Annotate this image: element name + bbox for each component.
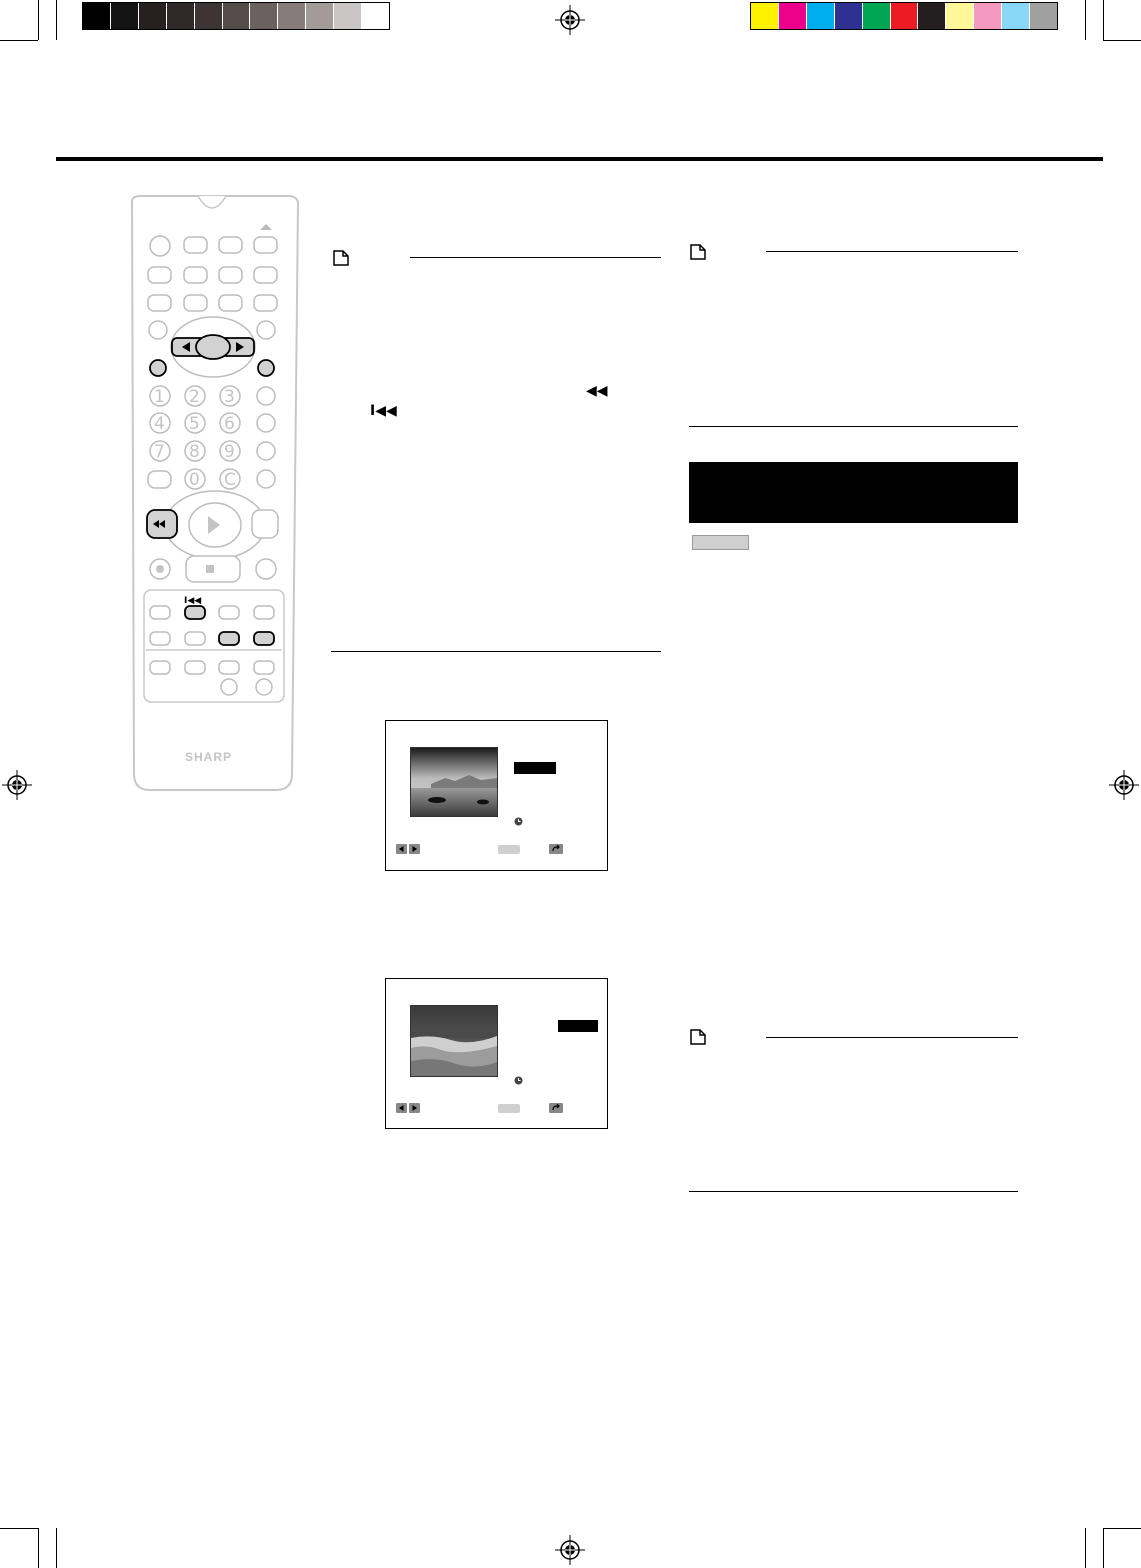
enter-key-indicator <box>498 1104 520 1113</box>
calibration-swatch <box>779 3 807 29</box>
skip-back-glyph: I◀◀ <box>370 403 397 419</box>
svg-text:2: 2 <box>189 387 200 407</box>
registration-mark-right <box>1109 770 1139 800</box>
frame-2-selection-tag <box>558 1020 598 1032</box>
crop-mark-top-left-v <box>38 0 39 40</box>
note-icon <box>690 244 706 260</box>
grayscale-calibration-bar <box>82 2 390 30</box>
frame-1-selection-tag <box>514 762 556 774</box>
calibration-swatch <box>195 3 223 29</box>
calibration-swatch <box>835 3 863 29</box>
enter-key-indicator <box>498 845 520 854</box>
calibration-swatch <box>918 3 946 29</box>
remote-control-illustration <box>120 194 304 794</box>
svg-text:1: 1 <box>154 387 165 407</box>
section-rule-middle <box>331 651 661 652</box>
section-heading-band <box>689 462 1018 523</box>
crop-mark-top-right-h <box>1103 40 1141 41</box>
svg-text:4: 4 <box>154 414 165 434</box>
crop-mark-bottom-right-v2 <box>1103 1528 1104 1568</box>
registration-mark-left <box>2 770 32 800</box>
crop-mark-bottom-right-v <box>1085 1528 1086 1568</box>
rewind-glyph: ◀◀ <box>586 383 608 399</box>
return-icon <box>549 1103 563 1113</box>
crop-mark-top-right-v2 <box>1103 0 1104 40</box>
calibration-swatch <box>751 3 779 29</box>
calibration-swatch <box>807 3 835 29</box>
note-icon <box>333 250 349 266</box>
section-rule-right-1 <box>689 426 1018 427</box>
calibration-swatch <box>223 3 251 29</box>
svg-text:8: 8 <box>189 442 200 462</box>
svg-text:9: 9 <box>224 442 235 462</box>
crop-mark-bottom-right-h <box>1103 1528 1141 1529</box>
crop-mark-top-right-v <box>1085 0 1086 40</box>
registration-mark-top <box>555 5 585 35</box>
left-right-arrows-icon <box>396 844 420 854</box>
process-color-calibration-bar <box>750 2 1058 30</box>
note-rule-middle <box>410 257 661 258</box>
calibration-swatch <box>111 3 139 29</box>
svg-text:0: 0 <box>189 470 200 490</box>
svg-text:7: 7 <box>154 442 165 462</box>
calibration-swatch <box>334 3 362 29</box>
calibration-swatch <box>250 3 278 29</box>
svg-text:5: 5 <box>189 414 200 434</box>
registration-mark-bottom <box>555 1535 585 1565</box>
calibration-swatch <box>139 3 167 29</box>
calibration-swatch <box>891 3 919 29</box>
svg-text:3: 3 <box>224 387 235 407</box>
crop-mark-bottom-left-v <box>38 1528 39 1568</box>
calibration-swatch <box>1002 3 1030 29</box>
clock-icon <box>514 817 523 826</box>
clock-icon <box>514 1076 523 1085</box>
calibration-swatch <box>1030 3 1057 29</box>
crop-mark-bottom-left-v2 <box>56 1528 57 1568</box>
note-rule-right-bottom <box>766 1037 1018 1038</box>
calibration-swatch <box>83 3 111 29</box>
disc-type-badge <box>692 535 749 550</box>
left-right-arrows-icon <box>396 1103 420 1113</box>
svg-text:6: 6 <box>224 414 235 434</box>
tv-screen-2 <box>385 978 608 1129</box>
section-rule-right-2 <box>689 1191 1018 1192</box>
crop-mark-bottom-left-h <box>0 1528 38 1529</box>
tv-screen-1 <box>385 720 608 871</box>
calibration-swatch <box>974 3 1002 29</box>
header-rule <box>56 157 1103 161</box>
crop-mark-top-left-h <box>0 40 38 41</box>
calibration-swatch <box>167 3 195 29</box>
calibration-swatch <box>946 3 974 29</box>
note-icon <box>690 1029 706 1045</box>
crop-mark-top-left-v2 <box>56 0 57 40</box>
calibration-swatch <box>863 3 891 29</box>
photo-thumbnail-ocean-wave <box>410 1005 498 1077</box>
remote-skip-back-glyph: I◀◀ <box>184 596 202 606</box>
svg-text:C: C <box>224 470 236 490</box>
return-icon <box>549 844 563 854</box>
calibration-swatch <box>362 3 389 29</box>
calibration-swatch <box>306 3 334 29</box>
remote-brand-label: SHARP <box>185 750 233 764</box>
photo-thumbnail-seascape <box>410 747 498 817</box>
calibration-swatch <box>278 3 306 29</box>
note-rule-right-top <box>766 251 1018 252</box>
